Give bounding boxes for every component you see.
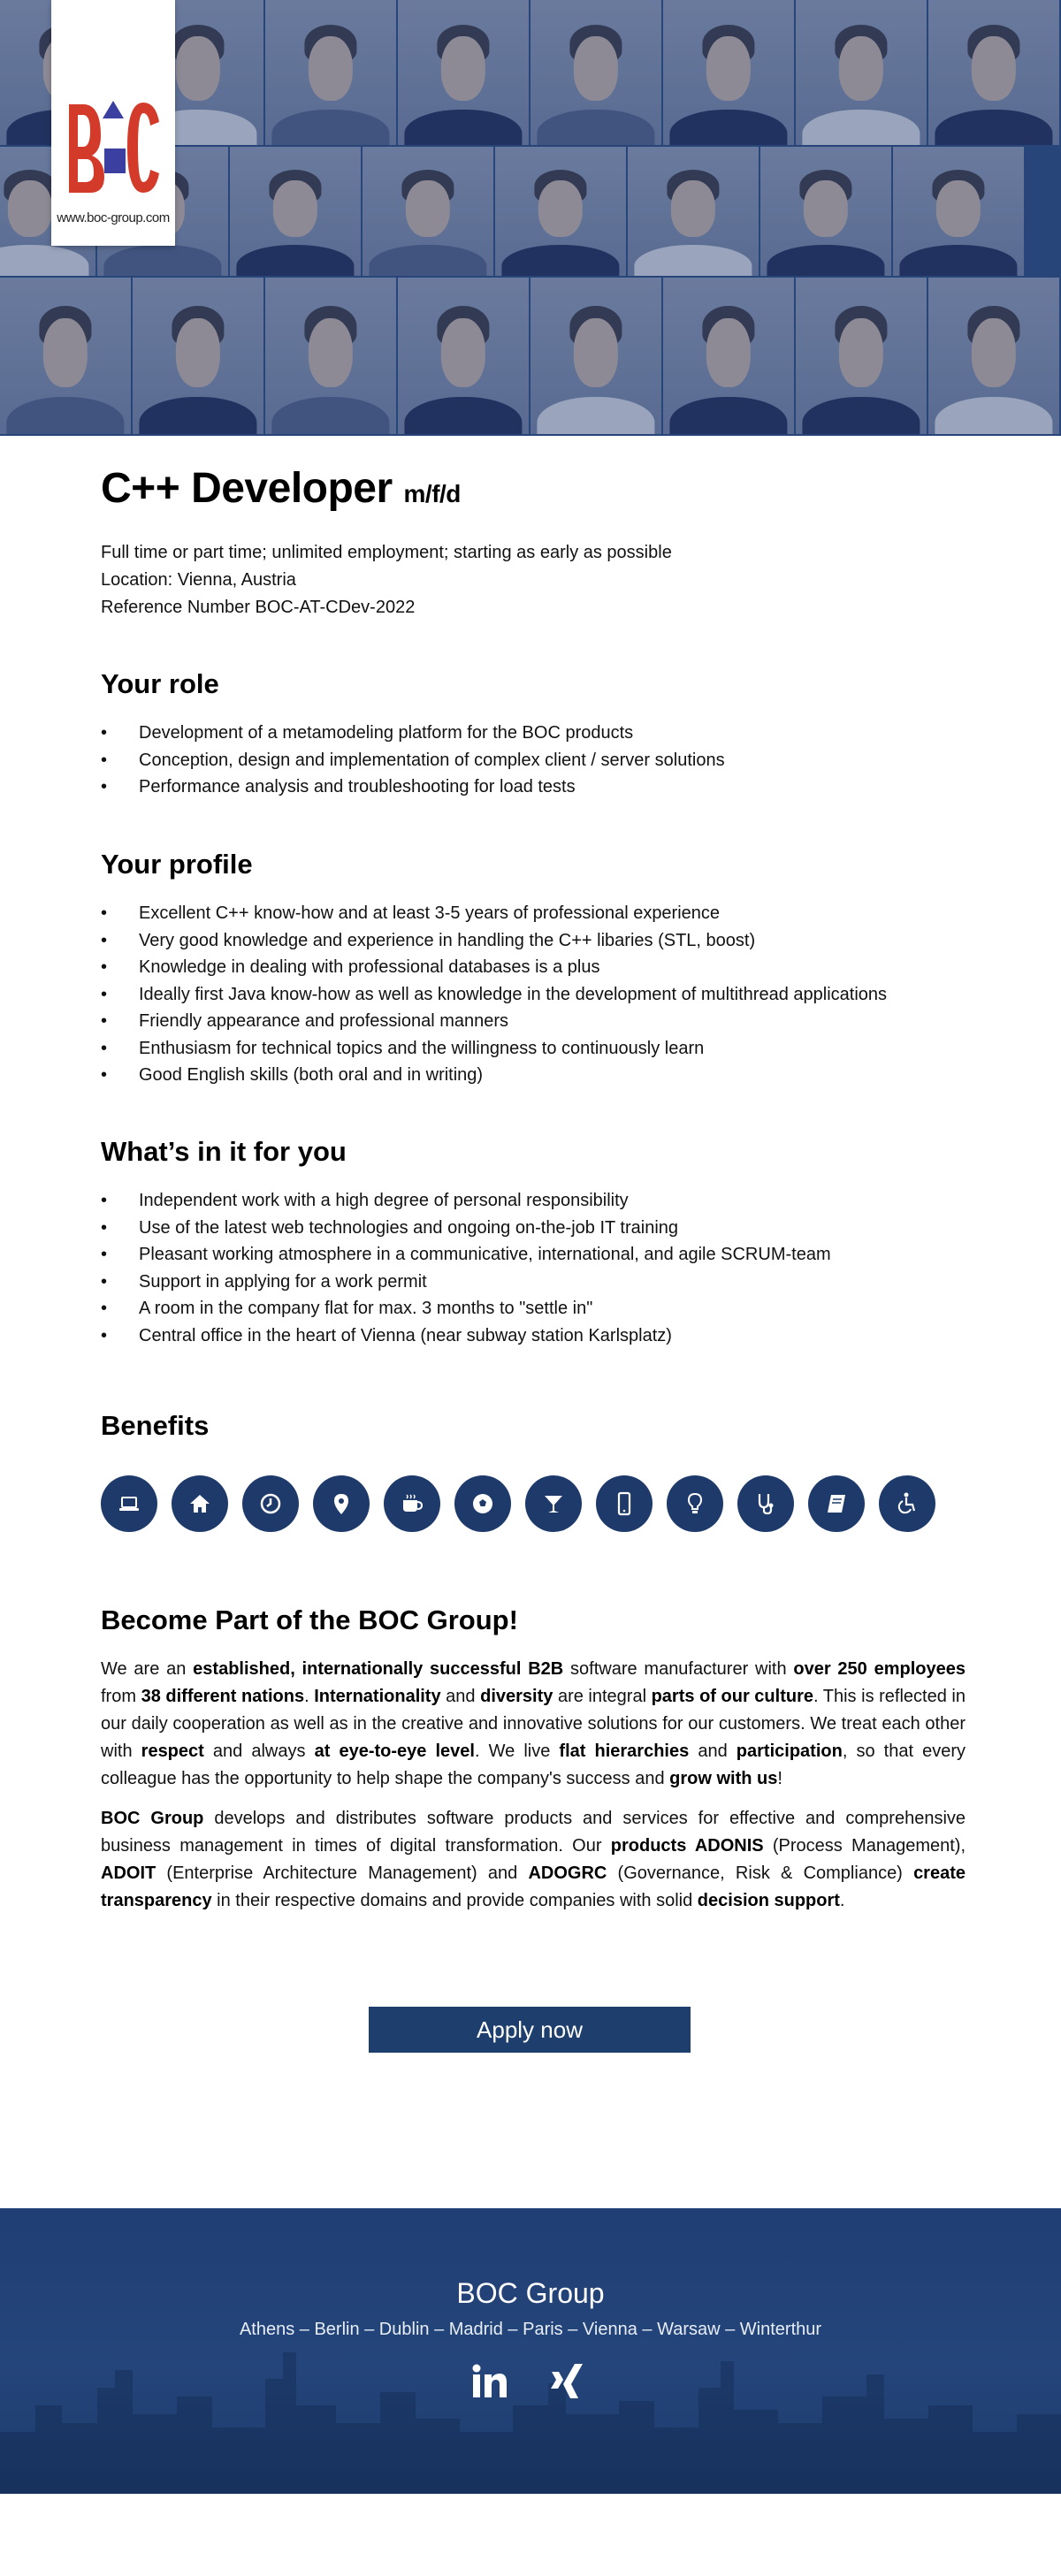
book-icon	[823, 1490, 850, 1517]
footer	[0, 2208, 1061, 2494]
page-title	[101, 464, 966, 513]
section-heading: Your role	[101, 668, 219, 699]
list-item: • Performance analysis and troubleshooting for load tests	[101, 774, 966, 801]
benefits-section	[101, 1410, 966, 1532]
mobile-phone-icon	[611, 1490, 637, 1517]
company-logo[interactable]	[51, 0, 175, 246]
list-item: • A room in the company flat for max. 3 months to "settle in"	[101, 1295, 966, 1322]
linkedin-icon[interactable]	[470, 2362, 509, 2401]
role-section	[101, 668, 966, 801]
benefit-badge	[242, 1475, 299, 1532]
benefit-badge	[879, 1475, 935, 1532]
benefit-badge	[172, 1475, 228, 1532]
home-icon	[187, 1490, 213, 1517]
football-icon	[469, 1490, 496, 1517]
boc-logo-mark	[64, 95, 163, 202]
logo-url-text: www.boc-group.com	[57, 210, 170, 225]
job-posting	[101, 464, 966, 1910]
laptop-icon	[116, 1490, 142, 1517]
reference-number: Reference Number BOC-AT-CDev-2022	[101, 598, 416, 617]
footer-company-name: BOC Group	[456, 2277, 605, 2309]
job-title-text: C++ Developer	[101, 465, 393, 512]
section-heading: What’s in it for you	[101, 1136, 347, 1167]
list-item: • Conception, design and implementation of complex client / server solutions	[101, 747, 966, 774]
list-item: • Development of a metamodeling platform for the BOC products	[101, 720, 966, 747]
section-heading: Your profile	[101, 849, 253, 880]
footer-office-cities: Athens – Berlin – Dublin – Madrid – Paris – Vienna – Warsaw – Winterthur	[239, 2320, 822, 2339]
job-title-suffix: m/f/d	[403, 480, 461, 507]
list-item: • Friendly appearance and professional manners	[101, 1008, 966, 1035]
wheelchair-icon	[894, 1490, 920, 1517]
benefit-badge	[525, 1475, 582, 1532]
location-pin-icon	[328, 1490, 355, 1517]
list-item: • Excellent C++ know-how and at least 3-5 years of professional experience	[101, 900, 966, 927]
job-meta	[101, 539, 966, 621]
employment-type: Full time or part time; unlimited employment; starting as early as possible	[101, 543, 672, 562]
list-item: • Enthusiasm for technical topics and the willingness to continuously learn	[101, 1035, 966, 1063]
offer-list	[101, 1187, 966, 1349]
coffee-cup-icon	[399, 1490, 425, 1517]
list-item: • Ideally first Java know-how as well as knowledge in the development of multithread applications	[101, 981, 966, 1009]
benefit-badge	[313, 1475, 370, 1532]
apply-now-button[interactable]: Apply now	[369, 2007, 691, 2053]
list-item: • Use of the latest web technologies and ongoing on-the-job IT training	[101, 1215, 966, 1242]
role-list	[101, 720, 966, 801]
offer-section	[101, 1136, 966, 1349]
job-location: Location: Vienna, Austria	[101, 570, 296, 590]
about-paragraph-2: BOC Group develops and distributes software products and services for effective and comprehensive business management in times of digital transformation. Our products ADONIS (Process Management), ADOIT (Enterprise Architecture Management) and ADOGRC (Governance, Risk & Compliance) create transparency in their respective domains and provide companies with solid decision support.	[101, 1809, 966, 1910]
benefit-badge	[737, 1475, 794, 1532]
list-item: • Good English skills (both oral and in writing)	[101, 1062, 966, 1089]
list-item: • Very good knowledge and experience in handling the C++ libaries (STL, boost)	[101, 927, 966, 955]
profile-list	[101, 900, 966, 1089]
stethoscope-icon	[752, 1490, 779, 1517]
list-item: • Knowledge in dealing with professional databases is a plus	[101, 954, 966, 981]
clock-icon	[257, 1490, 284, 1517]
benefit-badge	[384, 1475, 440, 1532]
benefit-badge	[808, 1475, 865, 1532]
benefit-badge	[101, 1475, 157, 1532]
section-heading: Become Part of the BOC Group!	[101, 1604, 518, 1635]
benefit-badge	[667, 1475, 723, 1532]
benefits-icon-row	[101, 1475, 966, 1532]
about-paragraph-1: We are an established, internationally successful B2B software manufacturer with over 250 employees from 38 different nations. Internationality and diversity are integral parts of our culture. This is reflected in our daily cooperation as well as in the creative and innovative solutions for our customers. We treat each other with respect and always at eye-to-eye level. We live flat hierarchies and participation, so that every colleague has the opportunity to help shape the company's success and grow with us!	[101, 1659, 966, 1788]
benefit-badge	[454, 1475, 511, 1532]
cocktail-glass-icon	[540, 1490, 567, 1517]
xing-icon[interactable]	[548, 2362, 587, 2401]
profile-section	[101, 849, 966, 1089]
lightbulb-icon	[682, 1490, 708, 1517]
hero-banner	[0, 0, 1061, 436]
benefit-badge	[596, 1475, 653, 1532]
list-item: • Pleasant working atmosphere in a communicative, international, and agile SCRUM-team	[101, 1241, 966, 1269]
list-item: • Support in applying for a work permit	[101, 1269, 966, 1296]
about-section	[101, 1604, 966, 1915]
list-item: • Independent work with a high degree of personal responsibility	[101, 1187, 966, 1215]
section-heading: Benefits	[101, 1410, 210, 1441]
list-item: • Central office in the heart of Vienna (near subway station Karlsplatz)	[101, 1322, 966, 1350]
